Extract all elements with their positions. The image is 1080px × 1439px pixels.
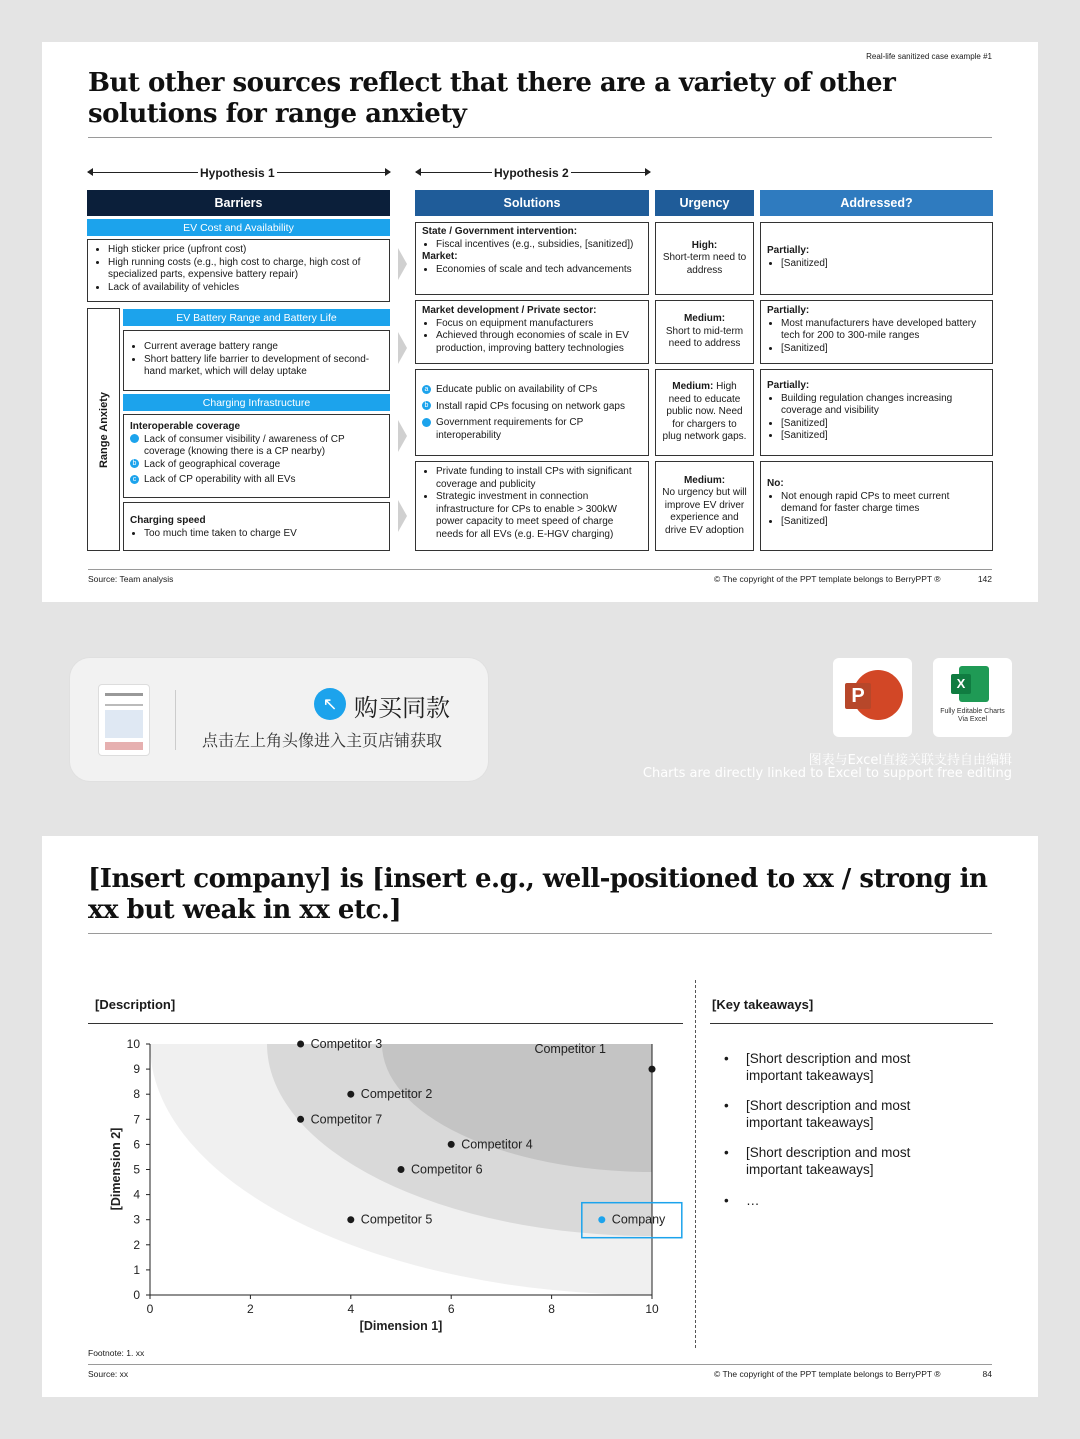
addressed-status: Partially: [767, 245, 810, 256]
charging-speed-box [123, 502, 390, 551]
takeaway-item: • … [724, 1193, 760, 1208]
list-item: • Fiscal incentives (e.g., subsidies, [sanitized]) [436, 239, 642, 252]
takeaway-text: [Short description and most important takeaways] [746, 1098, 911, 1130]
x-tick-label: 0 [146, 1302, 154, 1316]
xls-letter: X [951, 674, 971, 694]
page-number: 84 [982, 1369, 992, 1379]
addressed-row-1 [760, 222, 993, 295]
y-tick-label: 1 [133, 1262, 140, 1277]
x-axis-label: [Dimension 1] [359, 1319, 443, 1333]
solution-heading: Market: [422, 251, 458, 262]
title-rule [88, 137, 992, 138]
title-rule [88, 933, 992, 934]
marker-b-icon: b [130, 459, 139, 468]
urgency-row-2 [655, 300, 754, 364]
urgency-header: Urgency [655, 190, 754, 216]
x-tick-label: 10 [645, 1302, 659, 1316]
addressed-row-2 [760, 300, 993, 364]
arrow-up-left-icon: ↖ [314, 688, 346, 720]
y-tick-label: 5 [133, 1162, 140, 1177]
list-item: • Building regulation changes increasing coverage and visibility [781, 393, 986, 418]
list-item: • Not enough rapid CPs to meet current demand for faster charge times [781, 491, 986, 516]
range-anxiety-box [87, 308, 120, 551]
list-item: • Short battery life barrier to development of second-hand market, which will delay uptake [144, 354, 383, 379]
data-point [347, 1091, 354, 1098]
addressed-row-3 [760, 369, 993, 456]
list-item: • Current average battery range [144, 341, 383, 354]
list-item: • High sticker price (upfront cost) [108, 244, 383, 257]
charging-subheader: Charging Infrastructure [123, 394, 390, 411]
addressed-header: Addressed? [760, 190, 993, 216]
list-item: • [Sanitized] [781, 343, 986, 356]
list-item: Lack of consumer visibility / awareness of CP coverage (knowing there is a CP nearby) [144, 433, 345, 457]
copyright-note: © The copyright of the PPT template belongs to BerryPPT ® [714, 1369, 941, 1379]
description-header: [Description] [95, 997, 176, 1012]
takeaway-item: • [Short description and most important takeaways] [724, 1098, 911, 1130]
source-note: Source: xx [88, 1369, 129, 1379]
urgency-level: Medium: [683, 474, 726, 486]
x-tick-label: 4 [347, 1302, 355, 1316]
data-point [297, 1116, 304, 1123]
solution-row-4 [415, 461, 649, 551]
data-label: Competitor 1 [534, 1042, 606, 1057]
data-label: Competitor 7 [310, 1112, 383, 1127]
data-point [649, 1066, 656, 1073]
y-tick-label: 6 [133, 1137, 140, 1152]
list-item: • Too much time taken to charge EV [144, 528, 383, 541]
ppt-letter: P [845, 683, 871, 709]
data-label: Competitor 4 [461, 1137, 533, 1152]
hypothesis-2-arrow [416, 166, 650, 180]
urgency-text: High need to educate public now. Need for chargers to plug network gaps. [662, 381, 747, 443]
battery-subheader: EV Battery Range and Battery Life [123, 309, 390, 326]
solution-heading: State / Government intervention: [422, 226, 578, 237]
takeaway-item: • [Short description and most important takeaways] [724, 1145, 911, 1177]
charging-speed-title: Charging speed [130, 515, 206, 526]
list-item: • [Sanitized] [781, 516, 986, 529]
divider [175, 690, 176, 750]
list-item: • [Sanitized] [781, 258, 986, 271]
data-point [347, 1216, 354, 1223]
list-item: Install rapid CPs focusing on network gaps [436, 400, 625, 412]
solution-row-3 [415, 369, 649, 456]
data-point [598, 1216, 605, 1223]
source-note: Source: Team analysis [88, 574, 174, 584]
list-item: Educate public on availability of CPs [436, 384, 598, 395]
range-anxiety-label: Range Anxiety [97, 391, 110, 468]
list-item: • Achieved through economies of scale in EV production, improving battery technologies [436, 330, 642, 355]
interoperable-coverage-box [123, 414, 390, 498]
urgency-text: Short-term need to address [662, 252, 747, 276]
solutions-header: Solutions [415, 190, 649, 216]
x-tick-label: 8 [548, 1302, 555, 1316]
takeaway-item: • [Short description and most important takeaways] [724, 1051, 911, 1083]
urgency-level: Medium: [672, 381, 714, 393]
excel-link-cn: 图表与Excel直接关联支持自由编辑 [808, 753, 1012, 768]
urgency-level: Medium: [683, 313, 726, 325]
page-number: 142 [977, 574, 992, 584]
addressed-row-4 [760, 461, 993, 551]
ev-cost-subheader: EV Cost and Availability [87, 219, 390, 236]
data-point [448, 1141, 455, 1148]
buy-same-label[interactable]: 购买同款 [354, 694, 450, 722]
barriers-header: Barriers [87, 190, 390, 216]
takeaway-text: [Short description and most important takeaways] [746, 1051, 911, 1083]
slide-positioning [42, 836, 1038, 1397]
y-tick-label: 2 [133, 1237, 140, 1252]
y-tick-label: 0 [133, 1288, 140, 1302]
excel-caption: Fully Editable Charts Via Excel [940, 708, 1005, 723]
y-tick-label: 9 [133, 1062, 140, 1077]
chevron-right-icon [398, 248, 407, 280]
solution-heading: Market development / Private sector: [422, 305, 597, 316]
marker-c-icon: c [422, 418, 431, 427]
y-tick-label: 8 [133, 1087, 140, 1102]
powerpoint-app-icon [833, 658, 912, 737]
footer-rule [88, 1364, 992, 1365]
y-tick-label: 7 [133, 1112, 140, 1127]
hypothesis-2-label: Hypothesis 2 [494, 166, 569, 180]
y-tick-label: 10 [126, 1037, 140, 1051]
list-item: • Most manufacturers have developed battery tech for 200 to 300-mile ranges [781, 318, 986, 343]
urgency-level: High: [691, 239, 718, 251]
y-tick-label: 4 [133, 1187, 140, 1202]
addressed-status: No: [767, 478, 784, 489]
slide-title: But other sources reflect that there are a variety of other solutions for range anxiety [88, 68, 896, 129]
footnote: Footnote: 1. xx [88, 1348, 145, 1358]
copyright-note: © The copyright of the PPT template belongs to BerryPPT ® [714, 574, 941, 584]
marker-a-icon: a [130, 434, 139, 443]
list-item: • Lack of availability of vehicles [108, 282, 383, 295]
addressed-status: Partially: [767, 380, 810, 391]
hypothesis-1-label: Hypothesis 1 [200, 166, 275, 180]
chevron-right-icon [398, 332, 407, 364]
marker-c-icon: c [130, 475, 139, 484]
positioning-scatter-chart [102, 1031, 702, 1341]
chevron-right-icon [398, 420, 407, 452]
list-item: • [Sanitized] [781, 430, 986, 443]
marker-b-icon: b [422, 401, 431, 410]
interoperable-title: Interoperable coverage [130, 421, 241, 432]
data-label: Competitor 6 [411, 1162, 483, 1177]
list-item: • Economies of scale and tech advancements [436, 264, 642, 277]
list-item: • Private funding to install CPs with significant coverage and publicity [436, 466, 642, 491]
battery-barriers [123, 330, 390, 391]
takeaways-rule [710, 1023, 993, 1024]
urgency-row-1 [655, 222, 754, 295]
ev-cost-barriers [87, 239, 390, 302]
chevron-right-icon [398, 500, 407, 532]
data-point [398, 1166, 405, 1173]
excel-link-en: Charts are directly linked to Excel to support free editing [642, 766, 1012, 781]
data-label: Company [611, 1212, 666, 1227]
data-point [297, 1041, 304, 1048]
takeaway-text: … [746, 1193, 760, 1208]
urgency-text: Short to mid-term need to address [665, 325, 744, 350]
list-item: Lack of CP operability with all EVs [144, 474, 296, 485]
urgency-row-3 [655, 369, 754, 456]
list-item: Government requirements for CP interoperability [436, 417, 584, 441]
solution-row-2 [415, 300, 649, 364]
key-takeaways-header: [Key takeaways] [712, 997, 814, 1012]
y-axis-label: [Dimension 2] [109, 1127, 123, 1211]
list-item: • Strategic investment in connection infrastructure for CPs to enable > 300kW power capacity to meet speed of charge needs for all EVs (e.g. E-HGV charging) [436, 491, 642, 541]
list-item: • Focus on equipment manufacturers [436, 318, 642, 331]
slide-range-anxiety [42, 42, 1038, 602]
data-label: Competitor 2 [360, 1087, 433, 1102]
solution-row-1 [415, 222, 649, 295]
slide-title: [Insert company] is [insert e.g., well-positioned to xx / strong in xx but weak in xx etc.] [88, 864, 988, 925]
x-tick-label: 6 [447, 1302, 455, 1316]
addressed-status: Partially: [767, 305, 810, 316]
buy-instruction: 点击左上角头像进入主页店铺获取 [202, 731, 443, 750]
case-example-tag: Real-life sanitized case example #1 [866, 52, 992, 61]
list-item: • High running costs (e.g., high cost to charge, high cost of specialized parts, expensive battery repair) [108, 257, 383, 282]
marker-a-icon: a [422, 385, 431, 394]
footer-rule [88, 569, 992, 570]
template-thumbnail [98, 684, 150, 756]
hypothesis-1-arrow [88, 166, 390, 180]
data-label: Competitor 5 [360, 1212, 433, 1227]
excel-app-icon [933, 658, 1012, 737]
description-rule [88, 1023, 683, 1024]
data-label: Competitor 3 [310, 1037, 383, 1051]
x-tick-label: 2 [247, 1302, 254, 1316]
list-item: Lack of geographical coverage [144, 458, 281, 470]
y-tick-label: 3 [133, 1212, 140, 1227]
takeaway-text: [Short description and most important takeaways] [746, 1145, 911, 1177]
urgency-text: No urgency but will improve EV driver experience and drive EV adoption [662, 487, 747, 536]
list-item: • [Sanitized] [781, 418, 986, 431]
urgency-row-4 [655, 461, 754, 551]
buy-same-card[interactable] [70, 658, 488, 781]
